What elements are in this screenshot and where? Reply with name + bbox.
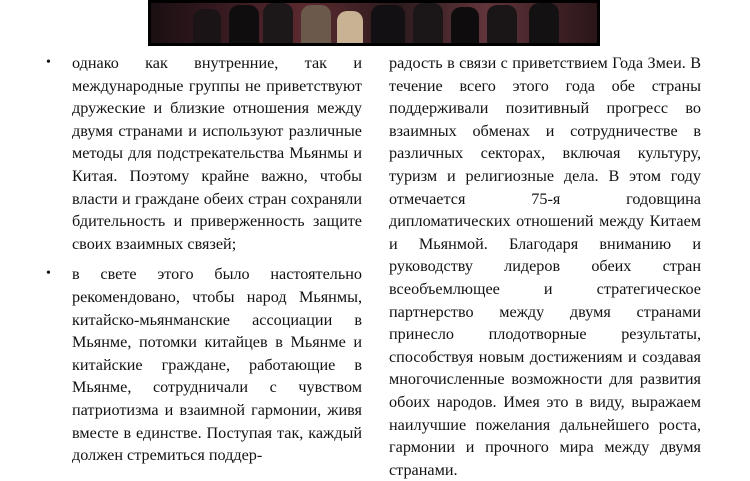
list-item-text: в свете этого было настоятельно рекомендовано, чтобы народ Мьянмы, китайско-мьянманские ассоциации в Мьянме, потомки китайцев в Мьянме и китайские граждане, работающие в Мьянме, сотрудничали с чувством патриотизма и взаимной гармонии, живя вместе в единстве. Поступая так, каждый должен стремиться поддер-: [72, 265, 362, 465]
person-figure: [301, 5, 331, 43]
bullet-icon: •: [46, 55, 51, 70]
person-figure: [193, 9, 221, 43]
list-item-text: однако как внутренние, так и международные группы не приветствуют дружеские и близкие отношения между двумя странами и используют различные методы для подстрекательства Мьянмы и Китая. Поэтому крайне важно, чтобы власти и граждане обеих стран сохраняли бдительность и приверженность защите своих взаимных связей;: [72, 54, 362, 253]
list-item: [44, 263, 362, 466]
left-column: [44, 52, 362, 475]
person-figure: [529, 3, 559, 43]
right-column: [389, 52, 701, 481]
right-column-paragraph: радость в связи с приветствием Года Змеи. В течение всего этого года обе страны поддерживали позитивный прогресс во взаимных обменах и сотрудничестве в различных секторах, включая культуру, туризм и религиозные дела. В этом году отмечается 75-я годовщина дипломатических отношений между Китаем и Мьянмой. Благодаря вниманию и руководству лидеров обеих стран всеобъемлющее и стратегическое партнерство между двумя странами принесло плодотворные результаты, способствуя новым достижениям и создавая многочисленные возможности для развития обоих народов. Имея это в виду, выражаем наилучшие пожелания дальнейшего роста, гармонии и прочного мира между двумя странами.: [389, 54, 701, 479]
bullet-icon: •: [46, 266, 51, 282]
person-figure: [487, 5, 517, 43]
person-figure: [371, 5, 405, 43]
group-photo: [148, 0, 600, 46]
list-item: [44, 52, 362, 255]
bullet-list: [44, 52, 362, 467]
person-figure: [229, 5, 259, 43]
person-figure: [451, 7, 479, 43]
person-figure: [413, 3, 443, 43]
person-figure: [263, 3, 293, 43]
person-figure: [337, 11, 363, 43]
photo-scene: [151, 3, 597, 43]
